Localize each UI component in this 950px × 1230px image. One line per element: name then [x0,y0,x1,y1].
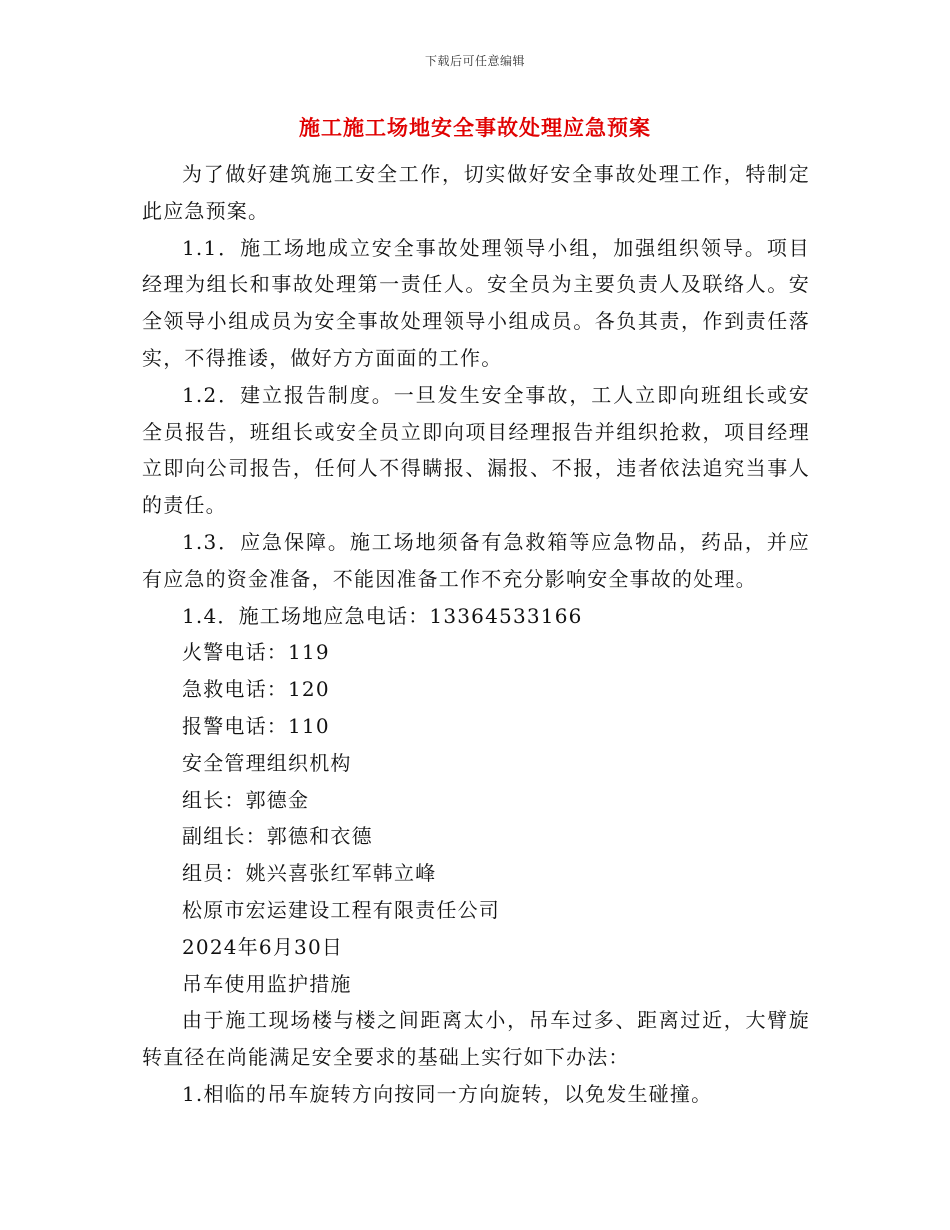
paragraph-1-3: 1.3．应急保障。施工场地须备有急救箱等应急物品，药品，并应有应急的资金准备，不能因准备工作不充分影响安全事故的处理。 [142,529,810,591]
ambulance-phone-line: 急救电话：120 [182,677,330,702]
paragraph-1-1: 1.1．施工场地成立安全事故处理领导小组，加强组织领导。项目经理为组长和事故处理第一责任人。安全员为主要负责人及联络人。安全领导小组成员为安全事故处理领导小组成员。各负其责，作到责任落实，不得推诿，做好方方面面的工作。 [142,235,810,370]
page-header-note: 下载后可任意编辑 [424,54,525,68]
members-line: 组员：姚兴喜张红军韩立峰 [182,861,437,886]
deputy-leader-line: 副组长：郭德和衣德 [182,824,373,849]
paragraph-intro: 为了做好建筑施工安全工作，切实做好安全事故处理工作，特制定此应急预案。 [142,162,810,223]
org-heading: 安全管理组织机构 [182,750,352,775]
crane-section-heading: 吊车使用监护措施 [182,971,352,996]
document-date: 2024年6月30日 [182,934,344,959]
document-title: 施工施工场地安全事故处理应急预案 [299,116,651,140]
fire-phone-line: 火警电话：119 [182,640,330,665]
crane-paragraph: 由于施工现场楼与楼之间距离太小，吊车过多、距离过近，大臂旋转直径在尚能满足安全要求的基础上实行如下办法： [142,1008,810,1070]
document-body [142,156,810,1113]
paragraph-1-4: 1.4．施工场地应急电话：13364533166 [182,603,583,628]
company-name: 松原市宏运建设工程有限责任公司 [182,897,500,922]
paragraph-1-2: 1.2．建立报告制度。一旦发生安全事故，工人立即向班组长或安全员报告，班组长或安全员立即向项目经理报告并组织抢救，项目经理立即向公司报告，任何人不得瞒报、漏报、不报，违者依法追究当事人的责任。 [142,382,810,518]
leader-line: 组长：郭德金 [182,787,310,812]
crane-rule-1: 1.相临的吊车旋转方向按同一方向旋转，以免发生碰撞。 [182,1081,713,1106]
police-phone-line: 报警电话：110 [182,713,330,738]
